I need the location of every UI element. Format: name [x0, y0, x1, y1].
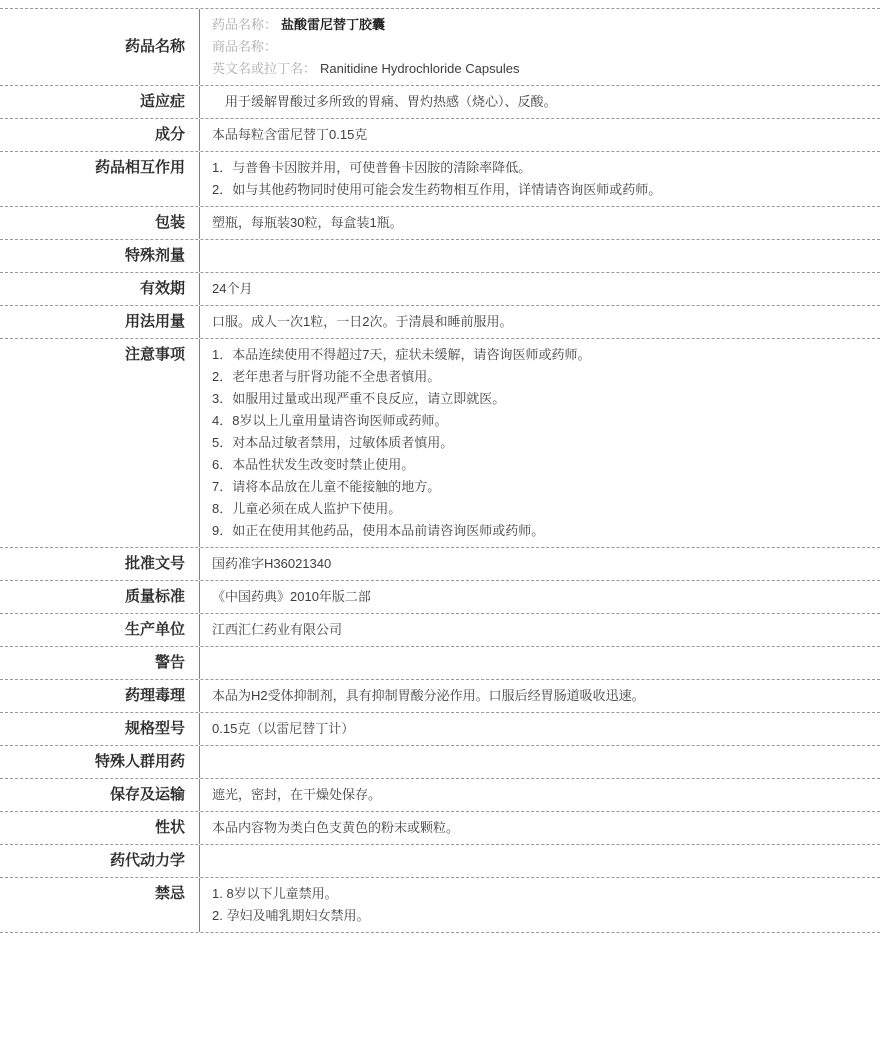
row-label: 特殊人群用药: [94, 753, 185, 770]
table-row: [0, 86, 880, 119]
field-label: 药品名称：: [212, 17, 278, 32]
table-row: [0, 845, 880, 878]
row-label: 包装: [154, 214, 185, 231]
row-label-cell: [0, 680, 200, 712]
row-content-line: 口服。成人一次1粒，一日2次。于清晨和睡前服用。: [212, 314, 513, 329]
row-content-line: 6．本品性状发生改变时禁止使用。: [212, 457, 415, 472]
table-row: [0, 339, 880, 548]
row-content: [200, 746, 880, 778]
row-label: 注意事项: [124, 346, 185, 363]
row-label-cell: [0, 647, 200, 679]
row-label-cell: [0, 812, 200, 844]
row-label: 质量标准: [124, 588, 185, 605]
table-row: [0, 240, 880, 273]
row-content-line: 4．8岁以上儿童用量请咨询医师或药师。: [212, 413, 448, 428]
table-row: [0, 614, 880, 647]
row-content-line: 国药准字H36021340: [212, 556, 332, 571]
row-label-cell: [0, 746, 200, 778]
row-label: 药理毒理: [124, 687, 185, 704]
row-content: [200, 713, 880, 745]
row-label-cell: [0, 152, 200, 206]
row-content: [200, 152, 880, 206]
row-content-line: 遮光，密封，在干燥处保存。: [212, 787, 382, 802]
row-label-cell: [0, 779, 200, 811]
field-value: 盐酸雷尼替丁胶囊: [281, 17, 386, 32]
table-row: [0, 273, 880, 306]
row-label: 药品名称: [124, 38, 185, 55]
row-content-line: 3．如服用过量或出现严重不良反应，请立即就医。: [212, 391, 506, 406]
row-content-line: 1．本品连续使用不得超过7天，症状未缓解，请咨询医师或药师。: [212, 347, 591, 362]
row-label-cell: [0, 548, 200, 580]
row-label-cell: [0, 86, 200, 118]
row-content-line: 7．请将本品放在儿童不能接触的地方。: [212, 479, 441, 494]
table-row: [0, 119, 880, 152]
row-content-line: 1．与普鲁卡因胺并用，可使普鲁卡因胺的清除率降低。: [212, 160, 532, 175]
row-label: 批准文号: [124, 555, 185, 572]
field-line: [212, 14, 870, 36]
row-label-cell: [0, 614, 200, 646]
row-content-line: 本品内容物为类白色支黄色的粉末或颗粒。: [212, 820, 460, 835]
row-label: 有效期: [139, 280, 185, 297]
table-row: [0, 306, 880, 339]
row-label-cell: [0, 878, 200, 932]
table-row: [0, 680, 880, 713]
row-content-line: 1. 8岁以下儿童禁用。: [212, 886, 338, 901]
table-row: [0, 581, 880, 614]
row-content: [200, 339, 880, 547]
row-content: [200, 240, 880, 272]
row-label-cell: [0, 9, 200, 85]
row-label: 生产单位: [124, 621, 185, 638]
table-row: [0, 548, 880, 581]
row-label: 禁忌: [154, 885, 185, 902]
table-row: [0, 779, 880, 812]
row-label: 适应症: [139, 93, 185, 110]
row-content: [200, 680, 880, 712]
row-content: [200, 812, 880, 844]
row-content-line: 塑瓶，每瓶装30粒，每盒装1瓶。: [212, 215, 403, 230]
row-label: 保存及运输: [109, 786, 185, 803]
row-content-line: 《中国药典》2010年版二部: [212, 589, 371, 604]
row-content: [200, 647, 880, 679]
row-label-cell: [0, 273, 200, 305]
table-row: [0, 9, 880, 86]
row-content-line: 本品每粒含雷尼替丁0.15克: [212, 127, 368, 142]
row-label: 特殊剂量: [124, 247, 185, 264]
row-content: [200, 581, 880, 613]
drug-info-table: [0, 8, 880, 933]
field-label: 商品名称：: [212, 39, 278, 54]
row-label: 警告: [154, 654, 185, 671]
row-content: [200, 779, 880, 811]
row-label-cell: [0, 207, 200, 239]
row-content-line: 2．老年患者与肝肾功能不全患者慎用。: [212, 369, 441, 384]
table-row: [0, 207, 880, 240]
row-content-line: 24个月: [212, 281, 253, 296]
row-label: 规格型号: [124, 720, 185, 737]
row-content: [200, 614, 880, 646]
row-label-cell: [0, 306, 200, 338]
row-content-line: 2. 孕妇及哺乳期妇女禁用。: [212, 908, 370, 923]
row-label-cell: [0, 240, 200, 272]
row-content: [200, 306, 880, 338]
row-label-cell: [0, 713, 200, 745]
row-content-line: 0.15克（以雷尼替丁计）: [212, 721, 355, 736]
row-content: [200, 845, 880, 877]
row-label: 用法用量: [124, 313, 185, 330]
row-content: [200, 86, 880, 118]
field-line: [212, 58, 870, 80]
row-label-cell: [0, 119, 200, 151]
row-label: 性状: [154, 819, 185, 836]
row-content-line: 江西汇仁药业有限公司: [212, 622, 343, 637]
table-row: [0, 878, 880, 933]
field-label: 英文名或拉丁名：: [212, 61, 317, 76]
row-content-line: 2．如与其他药物同时使用可能会发生药物相互作用，详情请咨询医师或药师。: [212, 182, 662, 197]
row-content: [200, 548, 880, 580]
row-content: [200, 9, 880, 85]
field-line: [212, 36, 870, 58]
table-row: [0, 746, 880, 779]
table-row: [0, 152, 880, 207]
row-content: [200, 207, 880, 239]
row-label-cell: [0, 339, 200, 547]
row-label: 药代动力学: [109, 852, 185, 869]
field-value: Ranitidine Hydrochloride Capsules: [320, 61, 520, 76]
row-content-line: 5．对本品过敏者禁用，过敏体质者慎用。: [212, 435, 454, 450]
table-row: [0, 647, 880, 680]
row-content-line: 9．如正在使用其他药品，使用本品前请咨询医师或药师。: [212, 523, 545, 538]
table-row: [0, 713, 880, 746]
row-content-line: 用于缓解胃酸过多所致的胃痛、胃灼热感（烧心）、反酸。: [212, 94, 557, 109]
table-row: [0, 812, 880, 845]
row-content: [200, 119, 880, 151]
row-content-line: 8．儿童必须在成人监护下使用。: [212, 501, 402, 516]
row-label-cell: [0, 581, 200, 613]
row-content-line: 本品为H2受体抑制剂，具有抑制胃酸分泌作用。口服后经胃肠道吸收迅速。: [212, 688, 645, 703]
row-label-cell: [0, 845, 200, 877]
row-content: [200, 273, 880, 305]
row-label: 药品相互作用: [94, 159, 185, 176]
row-content: [200, 878, 880, 932]
row-label: 成分: [154, 126, 185, 143]
